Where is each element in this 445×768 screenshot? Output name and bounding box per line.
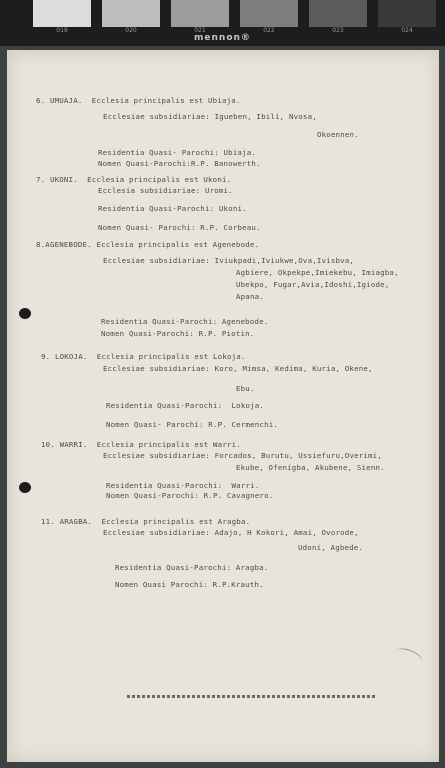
section-8-subsidiaries-cont-2: Ubekpo, Fugar,Avia,Idoshi,Igiode, — [236, 280, 390, 289]
patch-label-022: 022 — [263, 27, 275, 34]
patch-021 — [171, 0, 229, 27]
section-10-heading: 10. WARRI. Ecclesia principalis est Warri. — [41, 440, 241, 449]
section-6-residence: Residentia Quasi- Parochi: Ubiaja. — [98, 148, 257, 157]
section-7-residence: Residentia Quasi-Parochi: Ukoni. — [98, 204, 247, 213]
section-7-name: Nomen Quasi- Parochi: R.P. Corbeau. — [98, 223, 261, 232]
section-8-subsidiaries-cont-3: Apana. — [236, 292, 264, 301]
section-7-heading: 7. UKONI. Ecclesia principalis est Ukoni. — [36, 175, 232, 184]
patch-label-023: 023 — [332, 27, 344, 34]
punch-hole-top — [19, 308, 31, 319]
document-page — [7, 50, 439, 762]
section-9-residence: Residentia Quasi-Parochi: Lokoja. — [106, 401, 265, 410]
patch-024 — [378, 0, 436, 27]
section-11-subsidiaries: Ecclesiae subsidiariae: Adajo, H Kokori, Amai, Ovorode, — [103, 528, 359, 537]
section-8-subsidiaries-cont-1: Agbiere, Okpekpe,Imiekebu, Imiagba, — [236, 268, 399, 277]
patch-023 — [309, 0, 367, 27]
patch-label-024: 024 — [401, 27, 413, 34]
brand-logo: mennon® — [194, 33, 251, 43]
pencil-mark — [394, 645, 425, 668]
section-10-name: Nomen Quasi-Parochi: R.P. Cavagnero. — [106, 491, 274, 500]
section-10-subsidiaries-cont: Ekube, Ofenigba, Akubene, Sienn. — [236, 463, 385, 472]
section-8-subsidiaries: Ecclesiae subsidiariae: Iviukpadi,Iviukwe,Ova,Ivisbva, — [103, 256, 355, 265]
section-8-name: Nomen Quasi-Parochi: R.P. Piotin. — [101, 329, 255, 338]
typed-rule-divider — [127, 695, 377, 698]
patch-022 — [240, 0, 298, 27]
section-6-subsidiaries-cont: Okoennen. — [317, 130, 359, 139]
section-7-subsidiaries: Ecclesia subsidiariae: Uromi. — [98, 186, 233, 195]
section-11-heading: 11. ARAGBA. Ecclesia principalis est Aragba. — [41, 517, 251, 526]
section-9-subsidiaries: Ecclesiae subsidiariae: Koro, Mimsa, Kedima, Kuria, Okene, — [103, 364, 373, 373]
patch-label-020: 020 — [125, 27, 137, 34]
patch-label-021: 021 — [194, 27, 206, 34]
section-10-subsidiaries: Ecclesiae subsidiariae: Forcados, Burutu, Ussiefuru,Overimi, — [103, 451, 382, 460]
patch-label-019: 019 — [56, 27, 68, 34]
section-9-name: Nomen Quasi- Parochi: R.P. Cermenchi. — [106, 420, 279, 429]
section-8-residence: Residentia Quasi-Parochi: Agenebode. — [101, 317, 269, 326]
punch-hole-bottom — [19, 482, 31, 493]
section-11-subsidiaries-cont: Udoni, Agbede. — [298, 543, 364, 552]
section-11-residence: Residentia Quasi-Parochi: Aragba. — [115, 563, 269, 572]
section-11-name: Nomen Quasi Parochi: R.P.Krauth. — [115, 580, 264, 589]
section-10-residence: Residentia Quasi-Parochi: Warri. — [106, 481, 260, 490]
patch-019 — [33, 0, 91, 27]
section-9-heading: 9. LOKOJA. Ecclesia principalis est Lokoja. — [41, 352, 246, 361]
section-8-heading: 8.AGENEBODE. Ecclesia principalis est Agenebode. — [36, 240, 260, 249]
section-6-subsidiaries: Ecclesiae subsidiariae: Igueben, Ibili, Nvosa, — [103, 112, 317, 121]
patch-020 — [102, 0, 160, 27]
section-6-name: Nomen Quasi-Parochi:R.P. Banowerth. — [98, 159, 261, 168]
section-9-subsidiaries-cont: Ebu. — [236, 384, 255, 393]
section-6-heading: 6. UMUAJA. Ecclesia principalis est Ubiaja. — [36, 96, 241, 105]
color-checker-strip — [0, 0, 445, 46]
